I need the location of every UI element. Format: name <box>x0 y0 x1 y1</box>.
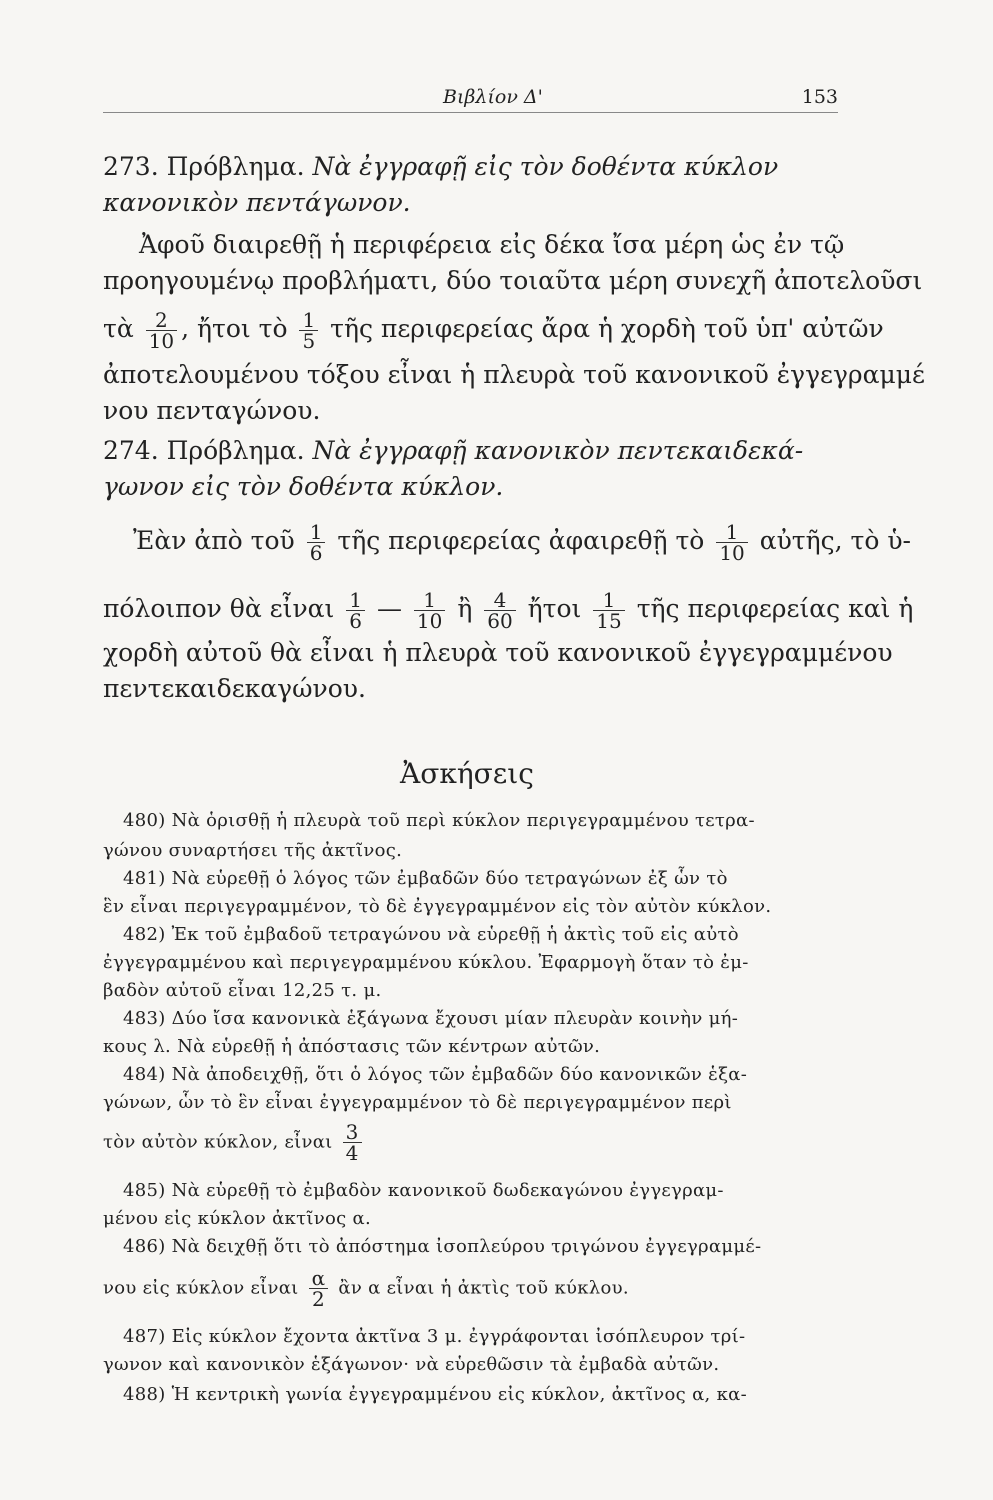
problem-statement: Νὰ ἐγγραφῇ κανονικὸν πεντεκαιδεκά- <box>312 436 804 465</box>
numerator: 4 <box>484 590 515 611</box>
fraction <box>346 590 365 631</box>
text: τῆς περιφερείας καὶ ἡ <box>636 594 914 623</box>
text: τῆς περιφερείας ἄρα ἡ χορδὴ τοῦ ὑπ' αὐτῶν <box>330 314 884 343</box>
fraction <box>716 522 747 563</box>
numerator: α <box>309 1268 329 1289</box>
denominator: 10 <box>148 329 175 353</box>
minus-sign: — <box>376 594 402 623</box>
denominator: 6 <box>349 609 363 633</box>
numerator: 2 <box>146 310 177 331</box>
numerator: 1 <box>593 590 624 611</box>
exercise-484-cont <box>103 1122 838 1163</box>
fraction <box>414 590 445 631</box>
text: νου εἰς κύκλον εἶναι <box>103 1277 299 1299</box>
text: τὸν αὐτὸν κύκλον, εἶναι <box>103 1131 333 1153</box>
exercise-482: 482) Ἐκ τοῦ ἐμβαδοῦ τετραγώνου νὰ εὑρεθῇ ἡ ἀκτὶς τοῦ εἰς αὐτὸ <box>123 924 739 945</box>
exercise-486-cont <box>103 1268 838 1309</box>
running-header <box>103 84 838 113</box>
denominator: 60 <box>487 609 513 633</box>
exercise-483-cont: κους λ. Νὰ εὑρεθῇ ἡ ἀπόστασις τῶν κέντρων αὐτῶν. <box>103 1036 601 1057</box>
exercise-484: 484) Νὰ ἀποδειχθῇ, ὅτι ὁ λόγος τῶν ἐμβαδῶν δύο κανονικῶν ἑξα- <box>123 1064 748 1085</box>
problem-274-title <box>103 436 838 466</box>
exercise-480-cont: γώνου συναρτήσει τῆς ἀκτῖνος. <box>103 840 403 861</box>
fraction <box>484 590 515 631</box>
fraction <box>593 590 624 631</box>
exercise-480: 480) Νὰ ὁρισθῇ ἡ πλευρὰ τοῦ περὶ κύκλον περιγεγραμμένου τετρα- <box>123 810 755 831</box>
exercise-487: 487) Εἰς κύκλον ἔχοντα ἀκτῖνα 3 μ. ἐγγράφονται ἰσόπλευρον τρί- <box>123 1326 746 1347</box>
exercise-484-cont: γώνων, ὧν τὸ ἓν εἶναι ἐγγεγραμμένον τὸ δὲ περιγεγραμμένον περὶ <box>103 1092 732 1113</box>
denominator: 10 <box>416 609 443 633</box>
fraction <box>299 310 318 351</box>
exercise-482-cont: ἐγγεγραμμένου καὶ περιγεγραμμένου κύκλου. Ἐφαρμογὴ ὅταν τὸ ἐμ- <box>103 952 749 973</box>
paragraph-line: ἀποτελουμένου τόξου εἶναι ἡ πλευρὰ τοῦ κανονικοῦ ἐγγεγραμμέ <box>103 360 925 389</box>
text: , ἤτοι τὸ <box>181 314 288 343</box>
paragraph-line-with-fractions <box>103 308 884 353</box>
text: πόλοιπον θὰ εἶναι <box>103 594 335 623</box>
exercise-483: 483) Δύο ἴσα κανονικὰ ἑξάγωνα ἔχουσι μίαν πλευρὰν κοινὴν μή- <box>123 1008 739 1029</box>
exercise-481-cont: ἓν εἶναι περιγεγραμμένον, τὸ δὲ ἐγγεγραμμένον εἰς τὸν αὐτὸν κύκλον. <box>103 896 772 917</box>
problem-statement-cont: κανονικὸν πεντάγωνον. <box>103 188 411 217</box>
text: τῆς περιφερείας ἀφαιρεθῇ τὸ <box>337 526 705 555</box>
paragraph-line: πεντεκαιδεκαγώνου. <box>103 674 366 703</box>
denominator: 10 <box>719 541 745 565</box>
text: ἤτοι <box>527 594 582 623</box>
exercise-482-cont: βαδὸν αὐτοῦ εἶναι 12,25 τ. μ. <box>103 980 382 1001</box>
paragraph-line: προηγουμένῳ προβλήματι, δύο τοιαῦτα μέρη συνεχῆ ἀποτελοῦσι <box>103 266 923 295</box>
numerator: 1 <box>307 522 326 543</box>
fraction <box>309 1268 329 1309</box>
numerator: 1 <box>414 590 445 611</box>
problem-statement-cont: γωνον εἰς τὸν δοθέντα κύκλον. <box>103 472 504 501</box>
exercise-488: 488) Ἡ κεντρικὴ γωνία ἐγγεγραμμένου εἰς κύκλον, ἀκτῖνος α, κα- <box>123 1384 747 1405</box>
denominator: 5 <box>302 329 316 353</box>
numerator: 1 <box>346 590 365 611</box>
paragraph-line-with-fractions <box>103 588 914 633</box>
paragraph-line: νου πενταγώνου. <box>103 396 321 425</box>
exercises-heading: Ἀσκήσεις <box>400 757 534 790</box>
denominator: 6 <box>309 541 323 565</box>
text: Ἐὰν ἀπὸ τοῦ <box>133 526 295 555</box>
denominator: 15 <box>596 609 622 633</box>
exercise-487-cont: γωνον καὶ κανονικὸν ἑξάγωνον· νὰ εὑρεθῶσιν τὰ ἐμβαδὰ αὐτῶν. <box>103 1354 720 1375</box>
problem-label: 274. Πρόβλημα. <box>103 436 305 465</box>
text: ἂν α εἶναι ἡ ἀκτὶς τοῦ κύκλου. <box>338 1277 629 1299</box>
text: ἢ <box>457 594 473 623</box>
numerator: 1 <box>716 522 747 543</box>
exercise-481: 481) Νὰ εὑρεθῇ ὁ λόγος τῶν ἐμβαδῶν δύο τετραγώνων ἐξ ὧν τὸ <box>123 868 728 889</box>
problem-label: 273. Πρόβλημα. <box>103 152 305 181</box>
text: τὰ <box>103 314 134 343</box>
paragraph-line: Ἀφοῦ διαιρεθῇ ἡ περιφέρεια εἰς δέκα ἴσα μέρη ὡς ἐν τῷ <box>139 230 845 259</box>
exercise-486: 486) Νὰ δειχθῇ ὅτι τὸ ἀπόστημα ἰσοπλεύρου τριγώνου ἐγγεγραμμέ- <box>123 1236 762 1257</box>
problem-statement: Νὰ ἐγγραφῇ εἰς τὸν δοθέντα κύκλον <box>312 152 779 181</box>
paragraph-line-with-fractions <box>103 520 911 565</box>
numerator: 1 <box>299 310 318 331</box>
exercise-485-cont: μένου εἰς κύκλον ἀκτῖνος α. <box>103 1208 371 1229</box>
numerator: 3 <box>343 1122 362 1143</box>
page-number: 153 <box>801 86 838 108</box>
problem-273-title <box>103 152 838 182</box>
denominator: 4 <box>345 1141 359 1165</box>
fraction <box>146 310 177 351</box>
fraction <box>343 1122 362 1163</box>
paragraph-line: χορδὴ αὐτοῦ θὰ εἶναι ἡ πλευρὰ τοῦ κανονικοῦ ἐγγεγραμμένου <box>103 638 893 667</box>
fraction <box>307 522 326 563</box>
denominator: 2 <box>311 1287 325 1311</box>
text: αὐτῆς, τὸ ὑ- <box>759 526 911 555</box>
exercise-485: 485) Νὰ εὑρεθῇ τὸ ἐμβαδὸν κανονικοῦ δωδεκαγώνου ἐγγεγραμ- <box>123 1180 724 1201</box>
header-title: Βιβλίον Δ' <box>443 86 543 108</box>
